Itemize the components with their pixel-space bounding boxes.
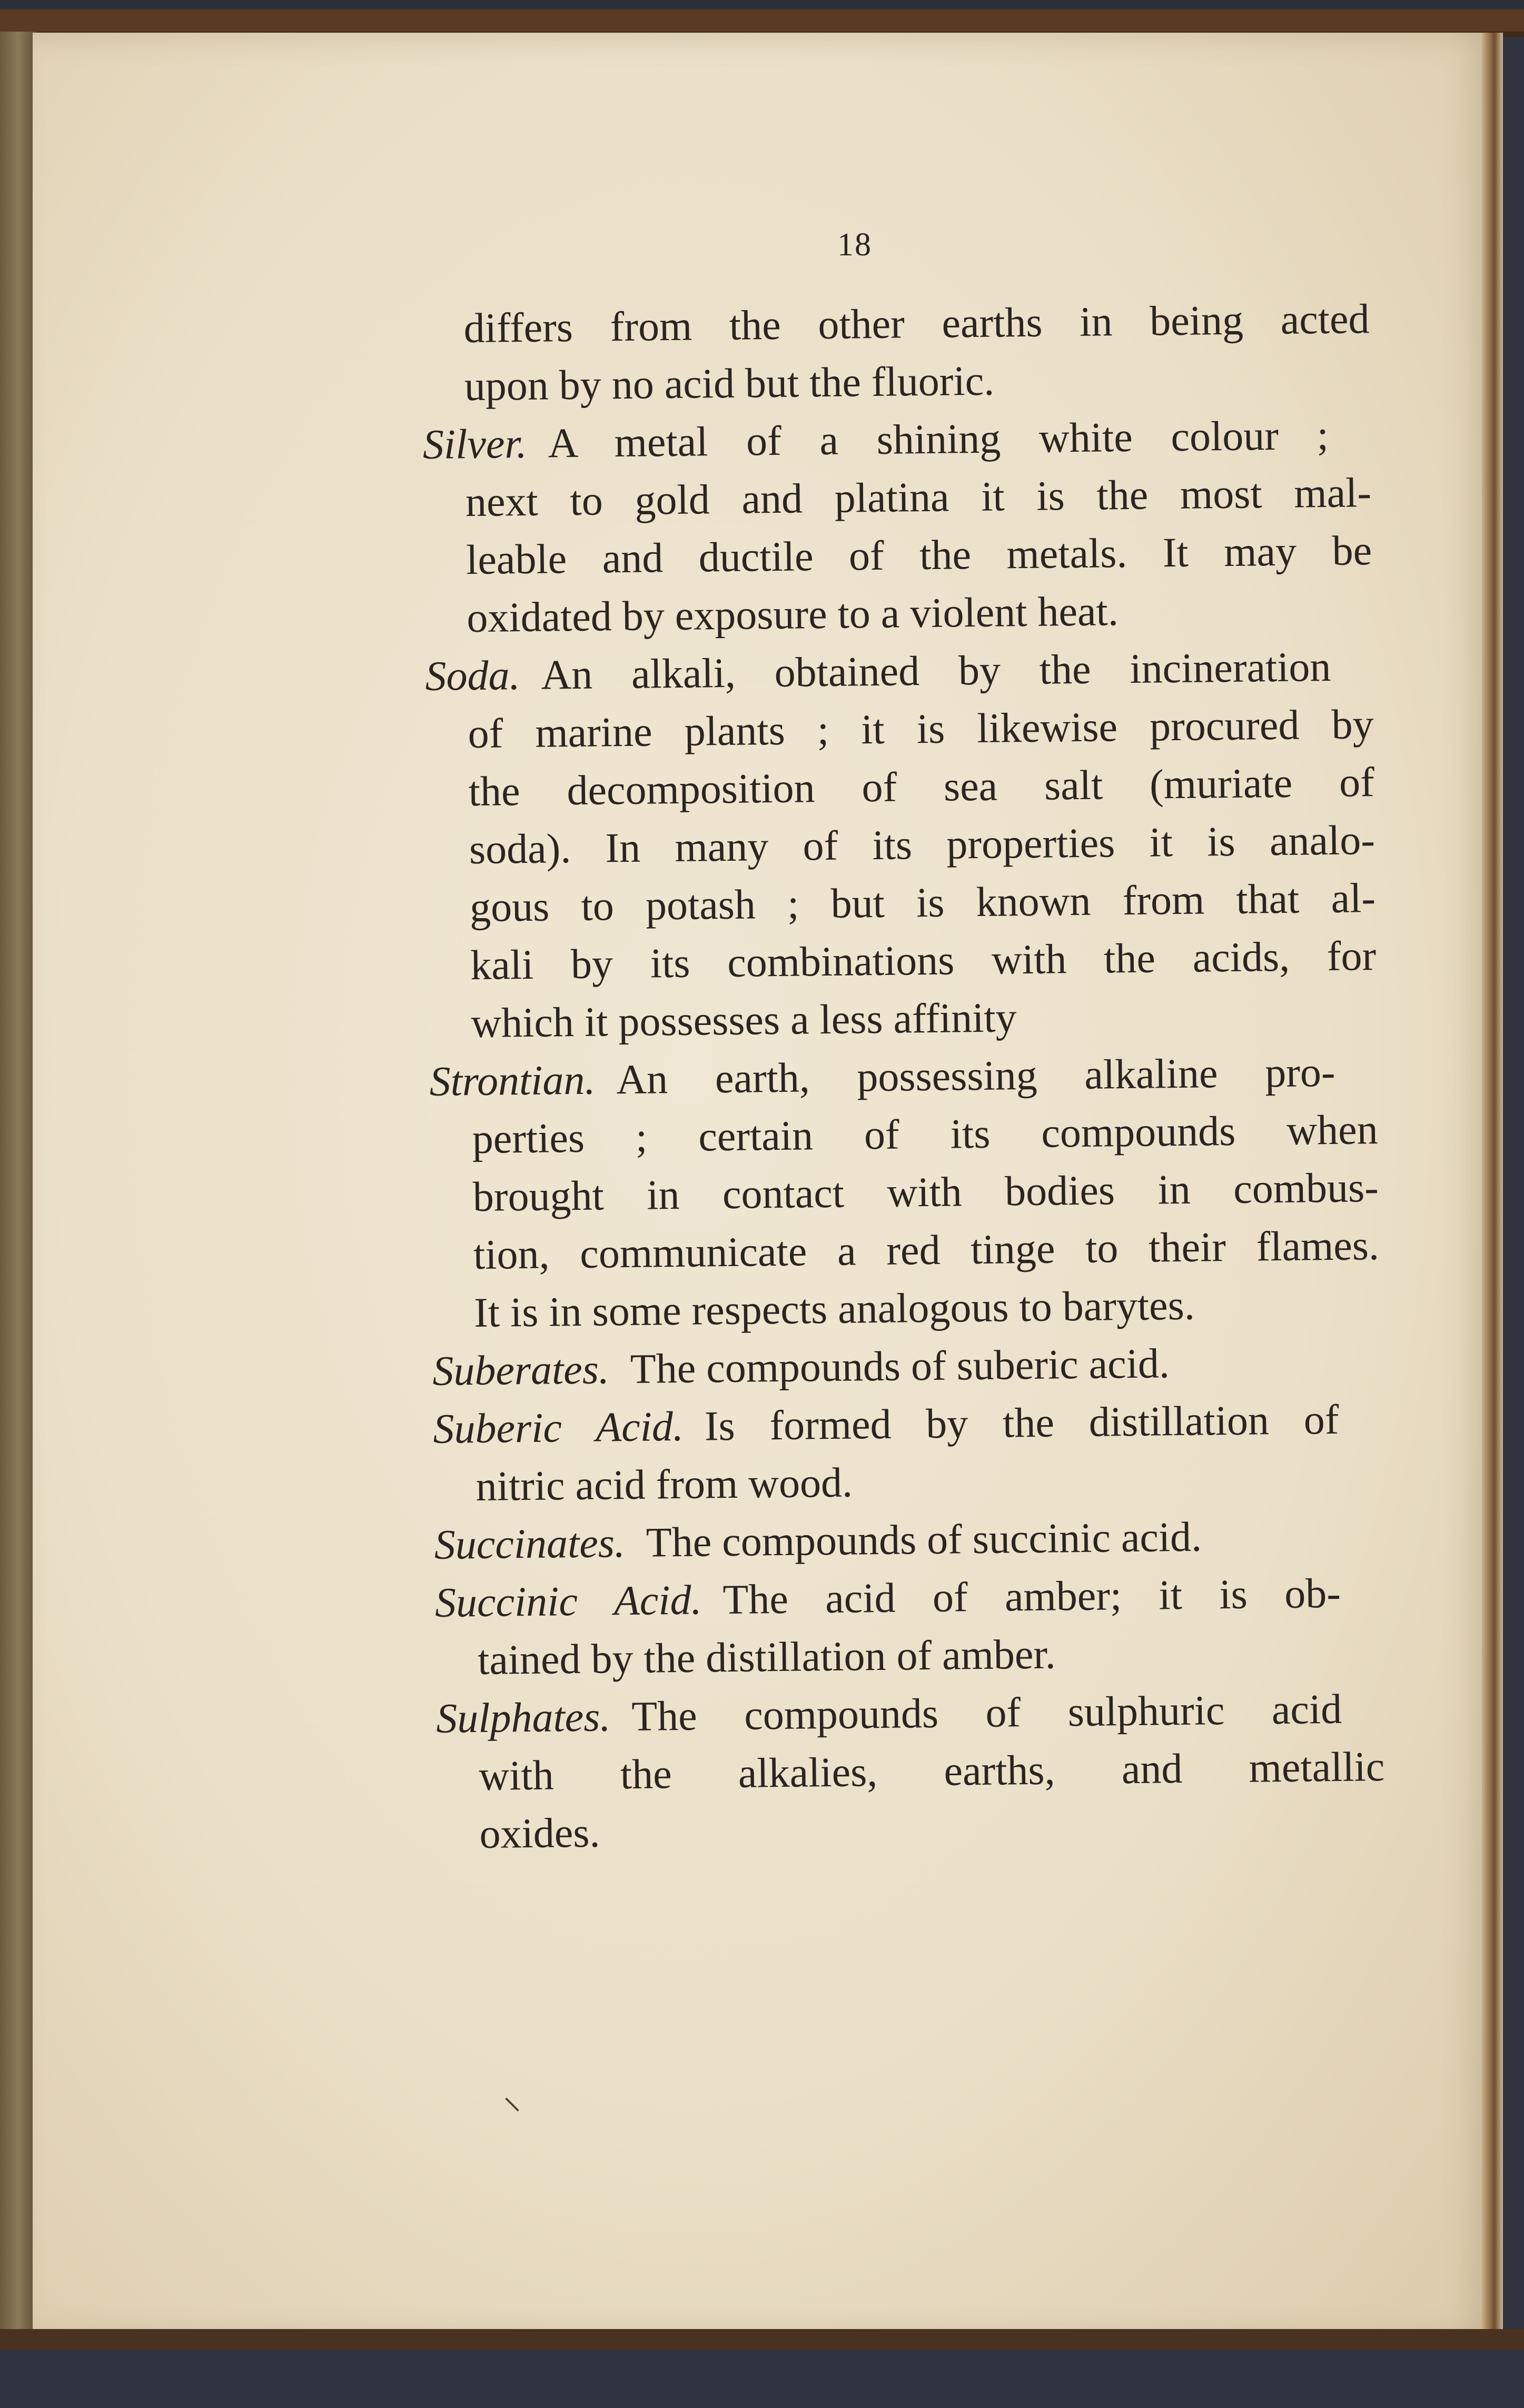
text-line: tion, communicate a red tinge to their flames. bbox=[473, 1222, 1380, 1279]
book-cover-left-edge bbox=[0, 32, 37, 2348]
entry-term: Suberates. bbox=[432, 1346, 610, 1395]
book-gutter bbox=[1482, 33, 1503, 2339]
text-line: brought in contact with bodies in combus- bbox=[472, 1165, 1379, 1221]
glossary-entry-succinates bbox=[434, 1506, 1382, 1574]
text-line: differs from the other earths in being acted bbox=[463, 296, 1370, 352]
text-line: oxides. bbox=[479, 1809, 600, 1857]
text-line: leable and ductile of the metals. It may be bbox=[466, 528, 1372, 584]
entry-term: Succinic Acid. bbox=[434, 1577, 702, 1626]
entry-term: Sulphates. bbox=[436, 1694, 611, 1742]
glossary-entry-soda bbox=[425, 638, 1331, 705]
text-line: of marine plants ; it is likewise procured by bbox=[468, 701, 1374, 758]
glossary-entry-silver bbox=[422, 406, 1329, 474]
text-line: upon by no acid but the fluoric. bbox=[464, 357, 995, 410]
text-line: nitric acid from wood. bbox=[476, 1459, 853, 1510]
text-line: perties ; certain of its compounds when bbox=[472, 1107, 1379, 1163]
text-line: the decomposition of sea salt (muriate of bbox=[468, 759, 1375, 815]
text-line: oxidated by exposure to a violent heat. bbox=[466, 588, 1119, 642]
book-cover-top-edge bbox=[0, 0, 1524, 37]
entry-definition: The compounds of suberic acid. bbox=[630, 1340, 1170, 1392]
glossary-entry-suberates bbox=[432, 1332, 1381, 1400]
entry-definition: An alkali, obtained by the incineration bbox=[541, 643, 1331, 699]
text-line: with the alkalies, earths, and metallic bbox=[478, 1743, 1385, 1800]
text-line: gous to potash ; but is known from that al- bbox=[469, 875, 1376, 931]
entry-term: Soda. bbox=[425, 652, 520, 700]
text-line: tained by the distillation of amber. bbox=[477, 1631, 1056, 1684]
entry-definition: The compounds of succinic acid. bbox=[646, 1514, 1202, 1566]
entry-definition: The compounds of sulphuric acid bbox=[631, 1686, 1342, 1740]
entry-definition: A metal of a shining white colour ; bbox=[548, 412, 1329, 467]
glossary-entry-suberic-acid bbox=[433, 1391, 1339, 1458]
glossary-entry-succinic-acid bbox=[434, 1565, 1341, 1632]
text-line: soda). In many of its properties it is analo- bbox=[469, 817, 1375, 873]
entry-term: Succinates. bbox=[434, 1520, 626, 1568]
text-line: It is in some respects analogous to barytes. bbox=[473, 1282, 1195, 1337]
pencil-mark: ⸜ bbox=[503, 2076, 521, 2117]
text-line: next to gold and platina it is the most mal- bbox=[465, 470, 1372, 526]
page-number: 18 bbox=[837, 227, 872, 263]
text-line: kali by its combinations with the acids, for bbox=[470, 933, 1377, 989]
glossary-entry-strontian bbox=[429, 1043, 1335, 1111]
text-line: which it possesses a less affinity bbox=[470, 994, 1017, 1047]
glossary-entry-sulphates bbox=[436, 1680, 1342, 1748]
entry-term: Silver. bbox=[422, 420, 528, 468]
entry-definition: The acid of amber; it is ob- bbox=[723, 1570, 1341, 1624]
entry-definition: Is formed by the distillation of bbox=[704, 1396, 1339, 1450]
entry-term: Strontian. bbox=[429, 1057, 596, 1105]
entry-definition: An earth, possessing alkaline pro- bbox=[616, 1049, 1335, 1103]
book-cover-bottom-edge bbox=[0, 2329, 1524, 2408]
glossary-text bbox=[421, 290, 1386, 1864]
entry-term: Suberic Acid. bbox=[433, 1403, 684, 1452]
